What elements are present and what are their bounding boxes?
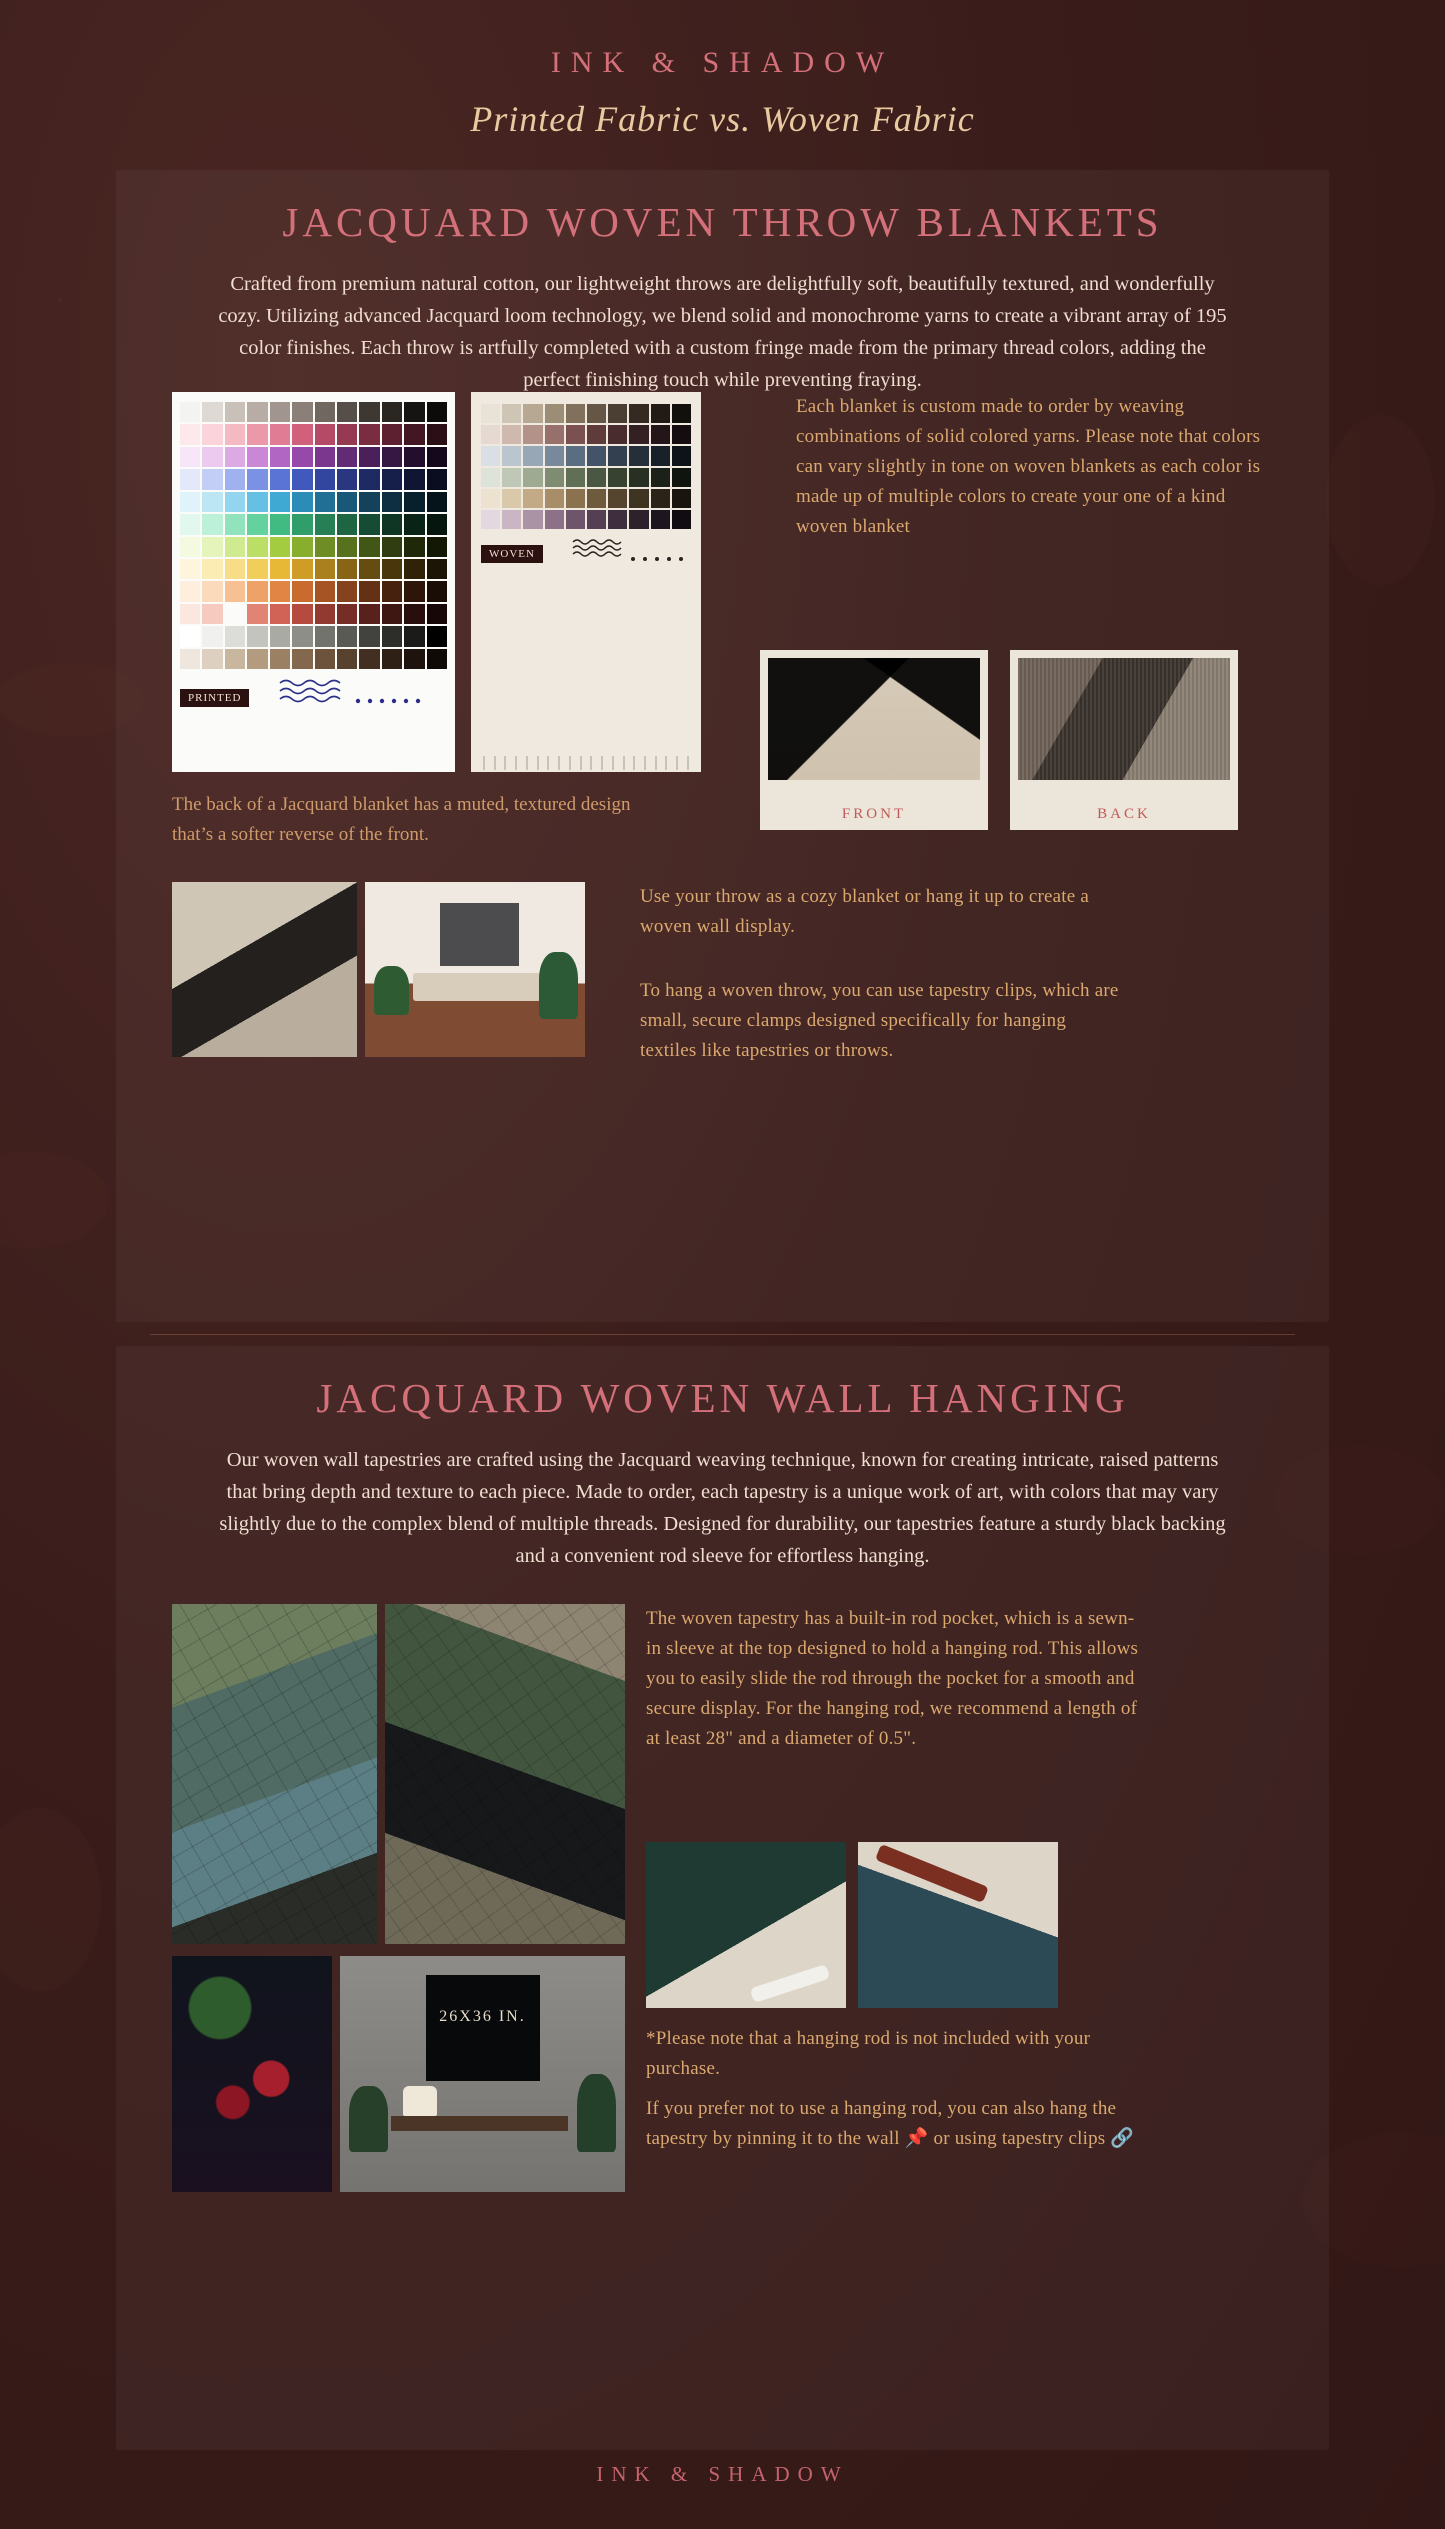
- color-swatch: [427, 469, 447, 489]
- color-swatch: [382, 626, 402, 646]
- color-swatch: [180, 604, 200, 624]
- tapestry-closeup-photo: [172, 1604, 377, 1944]
- color-swatch: [629, 404, 648, 423]
- rod-pocket-note: The woven tapestry has a built-in rod pocket, which is a sewn-in sleeve at the top designed to hold a hanging rod. This allows you to easily slide the rod through the pocket for a smooth and secure display. For the hanging rod, we recommend a length of at least 28" and a diameter of 0.5".: [646, 1608, 1139, 1749]
- color-swatch: [247, 649, 267, 669]
- color-swatch: [180, 402, 200, 422]
- color-swatch: [180, 649, 200, 669]
- color-swatch: [481, 425, 500, 444]
- color-swatch: [202, 537, 222, 557]
- color-swatch: [566, 510, 585, 529]
- color-swatch: [315, 469, 335, 489]
- color-swatch: [225, 649, 245, 669]
- color-swatch: [672, 446, 691, 465]
- color-swatch: [337, 649, 357, 669]
- header-subtitle: Printed Fabric vs. Woven Fabric: [470, 99, 975, 139]
- back-label: BACK: [1097, 806, 1151, 822]
- color-swatch: [523, 510, 542, 529]
- color-swatch: [382, 424, 402, 444]
- color-swatch: [270, 604, 290, 624]
- color-swatch: [247, 626, 267, 646]
- color-swatch: [382, 469, 402, 489]
- color-swatch: [337, 559, 357, 579]
- color-swatch: [566, 425, 585, 444]
- color-swatch: [337, 402, 357, 422]
- color-swatch: [629, 425, 648, 444]
- color-swatch: [502, 510, 521, 529]
- color-swatch: [404, 469, 424, 489]
- color-swatch: [502, 404, 521, 423]
- color-swatch: [404, 626, 424, 646]
- color-swatch: [180, 581, 200, 601]
- color-swatch: [651, 446, 670, 465]
- footer-brand: INK & SHADOW: [596, 2462, 849, 2486]
- color-swatch: [523, 468, 542, 487]
- color-swatch: [651, 425, 670, 444]
- rod-disclaimer: *Please note that a hanging rod is not included with your purchase.: [646, 2028, 1091, 2079]
- color-swatch: [202, 626, 222, 646]
- blanket-hanging-photo: [172, 882, 357, 1057]
- color-swatch: [545, 404, 564, 423]
- color-swatch: [382, 649, 402, 669]
- color-swatch: [202, 581, 222, 601]
- printed-label: PRINTED: [180, 689, 249, 707]
- color-swatch: [180, 424, 200, 444]
- color-swatch: [180, 537, 200, 557]
- color-swatch: [202, 424, 222, 444]
- color-swatch: [225, 581, 245, 601]
- color-swatch: [180, 469, 200, 489]
- color-swatch: [545, 468, 564, 487]
- color-swatch: [315, 581, 335, 601]
- color-swatch: [225, 514, 245, 534]
- color-swatch: [545, 510, 564, 529]
- color-swatch: [382, 402, 402, 422]
- color-swatch: [180, 514, 200, 534]
- custom-made-note: Each blanket is custom made to order by weaving combinations of solid colored yarns. Please note that colors can vary slightly in tone on woven blankets as each color is made up of multiple colors to create your one of a kind woven blanket: [796, 396, 1261, 537]
- color-swatch: [481, 446, 500, 465]
- rod-pocket-photo: [646, 1842, 846, 2008]
- color-swatch: [270, 559, 290, 579]
- woven-label: WOVEN: [481, 545, 543, 563]
- color-swatch: [608, 510, 627, 529]
- blanket-back-photo-card: [1010, 650, 1238, 830]
- color-swatch: [359, 424, 379, 444]
- color-swatch: [566, 446, 585, 465]
- color-swatch: [247, 514, 267, 534]
- color-swatch: [608, 446, 627, 465]
- color-swatch: [292, 604, 312, 624]
- color-swatch: [359, 514, 379, 534]
- color-swatch: [225, 626, 245, 646]
- color-swatch: [292, 626, 312, 646]
- color-swatch: [404, 559, 424, 579]
- color-swatch: [337, 447, 357, 467]
- color-swatch: [315, 514, 335, 534]
- color-swatch: [180, 559, 200, 579]
- color-swatch: [404, 649, 424, 669]
- woven-fringe: [479, 756, 693, 770]
- color-swatch: [359, 469, 379, 489]
- color-swatch: [404, 581, 424, 601]
- color-swatch: [545, 489, 564, 508]
- color-swatch: [270, 447, 290, 467]
- blanket-back-photo: [1018, 658, 1230, 780]
- color-swatch: [545, 446, 564, 465]
- tapestry-size-label: 26X36 IN.: [439, 2007, 526, 2025]
- color-swatch: [651, 489, 670, 508]
- color-swatch: [427, 559, 447, 579]
- color-swatch: [523, 404, 542, 423]
- color-swatch: [404, 537, 424, 557]
- color-swatch: [672, 425, 691, 444]
- color-swatch: [359, 649, 379, 669]
- color-swatch: [337, 492, 357, 512]
- color-swatch: [247, 537, 267, 557]
- color-swatch: [359, 559, 379, 579]
- color-swatch: [382, 604, 402, 624]
- color-swatch: [315, 649, 335, 669]
- section-divider: [150, 1334, 1295, 1335]
- color-swatch: [587, 468, 606, 487]
- color-swatch: [337, 537, 357, 557]
- color-swatch: [481, 468, 500, 487]
- printed-color-grid: [180, 402, 447, 669]
- color-swatch: [502, 446, 521, 465]
- printed-pattern-samples: [278, 677, 428, 707]
- color-swatch: [672, 404, 691, 423]
- back-design-caption: The back of a Jacquard blanket has a muted, textured design that’s a softer reverse of the front.: [172, 794, 631, 845]
- color-swatch: [587, 446, 606, 465]
- color-swatch: [481, 404, 500, 423]
- color-swatch: [359, 604, 379, 624]
- section-title-blankets: JACQUARD WOVEN THROW BLANKETS: [282, 199, 1163, 245]
- color-swatch: [427, 649, 447, 669]
- color-swatch: [629, 489, 648, 508]
- color-swatch: [566, 468, 585, 487]
- color-swatch: [315, 402, 335, 422]
- color-swatch: [359, 537, 379, 557]
- front-label: FRONT: [841, 806, 907, 822]
- color-swatch: [270, 649, 290, 669]
- color-swatch: [672, 510, 691, 529]
- woven-color-grid: [481, 404, 691, 529]
- color-swatch: [337, 626, 357, 646]
- color-swatch: [359, 492, 379, 512]
- color-swatch: [481, 510, 500, 529]
- color-swatch: [404, 402, 424, 422]
- color-swatch: [337, 514, 357, 534]
- color-swatch: [502, 468, 521, 487]
- color-swatch: [608, 425, 627, 444]
- color-swatch: [427, 604, 447, 624]
- section-throw-blankets: [116, 170, 1329, 1322]
- color-swatch: [247, 424, 267, 444]
- color-swatch: [202, 559, 222, 579]
- color-swatch: [608, 489, 627, 508]
- color-swatch: [651, 468, 670, 487]
- color-swatch: [427, 626, 447, 646]
- color-swatch: [427, 581, 447, 601]
- color-swatch: [202, 447, 222, 467]
- color-swatch: [315, 447, 335, 467]
- color-swatch: [225, 537, 245, 557]
- color-swatch: [247, 469, 267, 489]
- color-swatch: [270, 537, 290, 557]
- color-swatch: [404, 492, 424, 512]
- color-swatch: [225, 492, 245, 512]
- color-swatch: [315, 424, 335, 444]
- color-swatch: [359, 626, 379, 646]
- section-intro-blankets: Crafted from premium natural cotton, our lightweight throws are delightfully soft, beautifully textured, and wonderfully cozy. Utilizing advanced Jacquard loom technology, we blend solid and monochrome yarns to create a vibrant array of 195 color finishes. Each throw is artfully completed with a custom fringe made from the primary thread colors, adding the perfect finishing touch while preventing fraying.: [218, 273, 1227, 391]
- woven-pattern-samples: [571, 537, 691, 563]
- color-swatch: [292, 492, 312, 512]
- color-swatch: [292, 537, 312, 557]
- color-swatch: [672, 468, 691, 487]
- color-swatch: [270, 424, 290, 444]
- color-swatch: [315, 626, 335, 646]
- section-intro-wall: Our woven wall tapestries are crafted using the Jacquard weaving technique, known for creating intricate, raised patterns that bring depth and texture to each piece. Made to order, each tapestry is a unique work of art, with colors that may vary slightly due to the complex blend of multiple threads. Designed for durability, our tapestries feature a sturdy black backing and a convenient rod sleeve for effortless hanging.: [219, 1449, 1226, 1567]
- color-swatch: [180, 626, 200, 646]
- pomegranate-tapestry-photo: [172, 1956, 332, 2192]
- color-swatch: [247, 402, 267, 422]
- color-swatch: [587, 404, 606, 423]
- color-swatch: [427, 447, 447, 467]
- color-swatch: [651, 510, 670, 529]
- color-swatch: [180, 447, 200, 467]
- blanket-front-photo: [768, 658, 980, 780]
- color-swatch: [382, 559, 402, 579]
- color-swatch: [337, 581, 357, 601]
- color-swatch: [225, 424, 245, 444]
- color-swatch: [247, 447, 267, 467]
- color-swatch: [382, 537, 402, 557]
- color-swatch: [315, 492, 335, 512]
- color-swatch: [225, 447, 245, 467]
- color-swatch: [359, 581, 379, 601]
- color-swatch: [292, 469, 312, 489]
- tapestry-room-mockup-photo: [340, 1956, 625, 2192]
- color-swatch: [608, 468, 627, 487]
- color-swatch: [315, 604, 335, 624]
- color-swatch: [337, 469, 357, 489]
- color-swatch: [427, 402, 447, 422]
- color-swatch: [202, 492, 222, 512]
- color-swatch: [247, 604, 267, 624]
- color-swatch: [292, 581, 312, 601]
- color-swatch: [382, 492, 402, 512]
- color-swatch: [202, 469, 222, 489]
- color-swatch: [629, 468, 648, 487]
- color-swatch: [202, 514, 222, 534]
- color-swatch: [270, 402, 290, 422]
- color-swatch: [427, 424, 447, 444]
- color-swatch: [566, 404, 585, 423]
- color-swatch: [180, 492, 200, 512]
- color-swatch: [587, 489, 606, 508]
- color-swatch: [270, 514, 290, 534]
- color-swatch: [247, 492, 267, 512]
- color-swatch: [608, 404, 627, 423]
- color-swatch: [270, 581, 290, 601]
- color-swatch: [404, 514, 424, 534]
- color-swatch: [292, 447, 312, 467]
- tapestry-backing-photo: [385, 1604, 625, 1944]
- color-swatch: [270, 469, 290, 489]
- color-swatch: [427, 492, 447, 512]
- color-swatch: [672, 489, 691, 508]
- living-room-photo: [365, 882, 585, 1057]
- color-swatch: [629, 510, 648, 529]
- color-swatch: [502, 489, 521, 508]
- color-swatch: [587, 425, 606, 444]
- section-wall-hanging: [116, 1346, 1329, 2450]
- color-swatch: [225, 604, 245, 624]
- color-swatch: [566, 489, 585, 508]
- usage-note-2: To hang a woven throw, you can use tapestry clips, which are small, secure clamps designed specifically for hanging textiles like tapestries or throws.: [640, 980, 1119, 1061]
- usage-note-1: Use your throw as a cozy blanket or hang it up to create a woven wall display.: [640, 886, 1089, 937]
- color-swatch: [502, 425, 521, 444]
- color-swatch: [315, 559, 335, 579]
- color-swatch: [404, 424, 424, 444]
- color-swatch: [247, 581, 267, 601]
- color-swatch: [359, 402, 379, 422]
- color-swatch: [629, 446, 648, 465]
- color-swatch: [270, 626, 290, 646]
- color-swatch: [337, 424, 357, 444]
- color-swatch: [545, 425, 564, 444]
- pin-note: If you prefer not to use a hanging rod, you can also hang the tapestry by pinning it to the wall 📌 or using tapestry clips 🔗: [646, 2098, 1135, 2149]
- color-swatch: [523, 446, 542, 465]
- color-swatch: [359, 447, 379, 467]
- printed-swatch-card: [172, 392, 455, 772]
- color-swatch: [523, 425, 542, 444]
- color-swatch: [337, 604, 357, 624]
- blanket-front-photo-card: [760, 650, 988, 830]
- color-swatch: [587, 510, 606, 529]
- color-swatch: [225, 469, 245, 489]
- color-swatch: [382, 447, 402, 467]
- color-swatch: [247, 559, 267, 579]
- color-swatch: [315, 537, 335, 557]
- brand-name: INK & SHADOW: [550, 46, 895, 79]
- color-swatch: [202, 649, 222, 669]
- color-swatch: [202, 604, 222, 624]
- section-title-wall: JACQUARD WOVEN WALL HANGING: [316, 1375, 1129, 1421]
- color-swatch: [270, 492, 290, 512]
- color-swatch: [225, 402, 245, 422]
- rod-inserted-photo: [858, 1842, 1058, 2008]
- color-swatch: [404, 604, 424, 624]
- color-swatch: [382, 514, 402, 534]
- color-swatch: [382, 581, 402, 601]
- color-swatch: [481, 489, 500, 508]
- color-swatch: [292, 424, 312, 444]
- color-swatch: [292, 402, 312, 422]
- color-swatch: [427, 537, 447, 557]
- color-swatch: [523, 489, 542, 508]
- color-swatch: [292, 514, 312, 534]
- color-swatch: [292, 649, 312, 669]
- color-swatch: [427, 514, 447, 534]
- color-swatch: [404, 447, 424, 467]
- color-swatch: [292, 559, 312, 579]
- color-swatch: [225, 559, 245, 579]
- color-swatch: [651, 404, 670, 423]
- color-swatch: [202, 402, 222, 422]
- header: [0, 0, 1445, 196]
- woven-swatch-card: [471, 392, 701, 772]
